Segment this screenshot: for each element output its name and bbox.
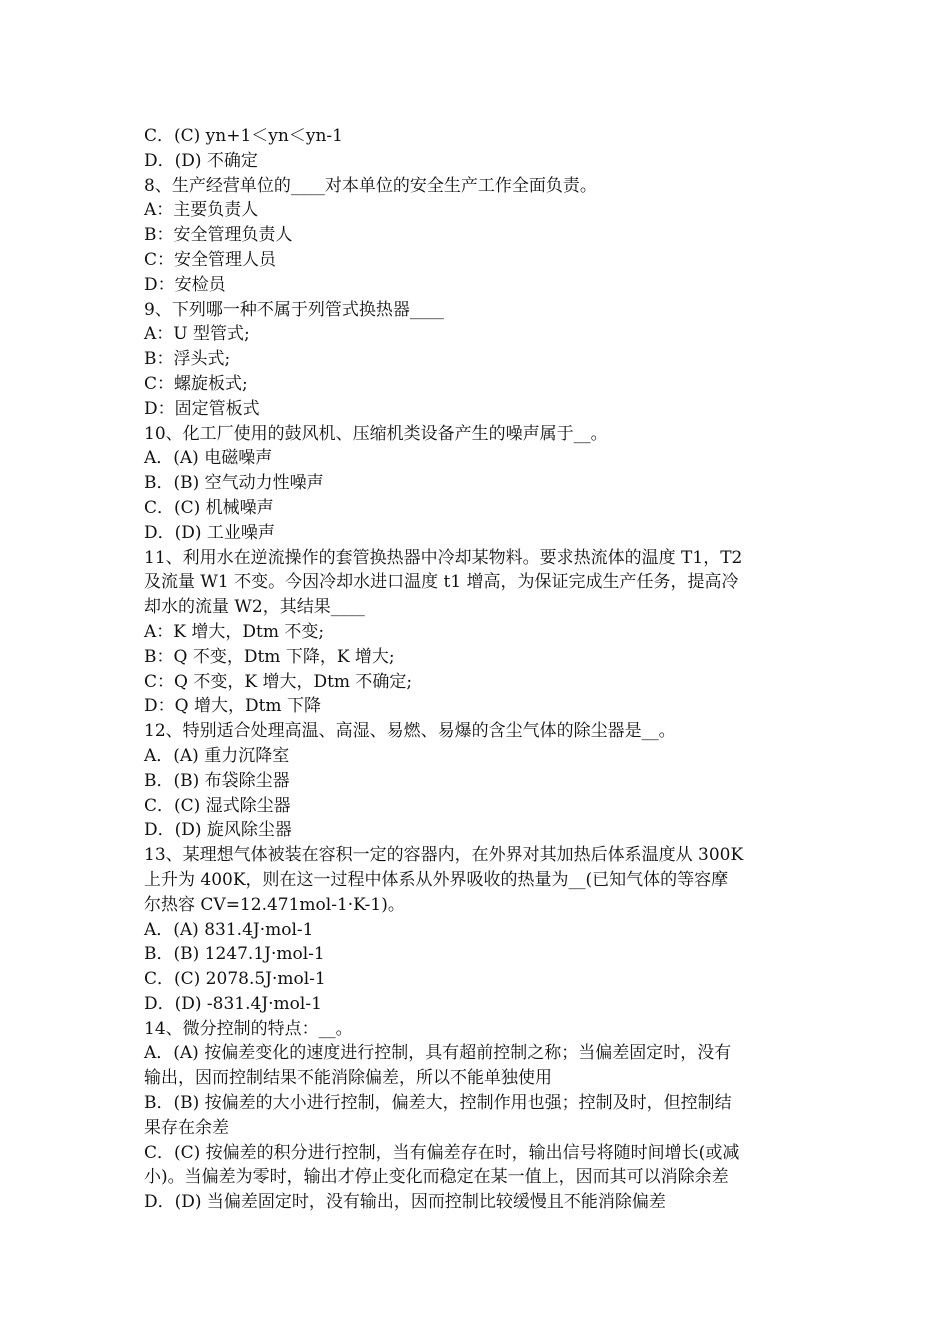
option-line-cont: 果存在余差 bbox=[144, 1117, 229, 1138]
option-line: A．(A) 重力沉降室 bbox=[144, 745, 290, 766]
option-line: C．(C) 按偏差的积分进行控制，当有偏差存在时，输出信号将随时间增长(或减 bbox=[144, 1142, 740, 1163]
option-line: D：Q 增大，Dtm 下降 bbox=[144, 696, 321, 717]
option-line: A：主要负责人 bbox=[144, 200, 259, 221]
option-line: D．(D) 当偏差固定时，没有输出，因而控制比较缓慢且不能消除偏差 bbox=[144, 1192, 666, 1213]
option-line: A：K 增大，Dtm 不变; bbox=[144, 621, 325, 642]
question-11-cont: 却水的流量 W2，其结果____ bbox=[144, 597, 365, 618]
option-line-cont: 小)。当偏差为零时，输出才停止变化而稳定在某一值上，因而其可以消除余差 bbox=[144, 1167, 729, 1188]
question-9: 9、下列哪一种不属于列管式换热器____ bbox=[144, 299, 444, 320]
option-line: B：安全管理负责人 bbox=[144, 225, 293, 246]
option-line: C．(C) 机械噪声 bbox=[144, 497, 274, 518]
option-line: D．(D) -831.4J·mol-1 bbox=[144, 993, 322, 1014]
question-13: 13、某理想气体被装在容积一定的容器内，在外界对其加热后体系温度从 300K bbox=[144, 845, 744, 866]
option-line: B：Q 不变，Dtm 下降，K 增大; bbox=[144, 646, 395, 667]
option-line: C．(C) yn+1＜yn＜yn-1 bbox=[144, 126, 343, 146]
question-12: 12、特别适合处理高温、高湿、易燃、易爆的含尘气体的除尘器是__。 bbox=[144, 721, 676, 742]
option-line: A．(A) 831.4J·mol-1 bbox=[144, 919, 314, 940]
option-line: B．(B) 空气动力性噪声 bbox=[144, 473, 324, 494]
option-line: C．(C) 2078.5J·mol-1 bbox=[144, 969, 326, 990]
option-line: C．(C) 湿式除尘器 bbox=[144, 795, 291, 816]
question-11: 11、利用水在逆流操作的套管换热器中冷却某物料。要求热流体的温度 T1，T2 bbox=[144, 547, 743, 568]
option-line: C：Q 不变，K 增大，Dtm 不确定; bbox=[144, 671, 413, 692]
option-line: A：U 型管式; bbox=[144, 324, 250, 345]
question-14: 14、微分控制的特点：__。 bbox=[144, 1018, 353, 1039]
option-line: D．(D) 工业噪声 bbox=[144, 522, 275, 543]
document-page bbox=[144, 124, 810, 1215]
option-line: D．(D) 旋风除尘器 bbox=[144, 820, 292, 841]
option-line-cont: 输出，因而控制结果不能消除偏差，所以不能单独使用 bbox=[144, 1068, 552, 1089]
option-line: B．(B) 按偏差的大小进行控制，偏差大，控制作用也强；控制及时，但控制结 bbox=[144, 1093, 732, 1114]
question-11-cont: 及流量 W1 不变。今因冷却水进口温度 t1 增高，为保证完成生产任务，提高冷 bbox=[144, 572, 739, 593]
option-line: A．(A) 电磁噪声 bbox=[144, 448, 273, 469]
option-line: D：安检员 bbox=[144, 274, 226, 295]
option-line: B．(B) 1247.1J·mol-1 bbox=[144, 944, 325, 965]
question-13-cont: 尔热容 CV=12.471mol-1·K-1)。 bbox=[144, 894, 405, 915]
option-line: C：安全管理人员 bbox=[144, 249, 277, 270]
option-line: C：螺旋板式; bbox=[144, 373, 248, 394]
option-line: D．(D) 不确定 bbox=[144, 150, 258, 171]
question-10: 10、化工厂使用的鼓风机、压缩机类设备产生的噪声属于__。 bbox=[144, 423, 608, 444]
question-8: 8、生产经营单位的____对本单位的安全生产工作全面负责。 bbox=[144, 175, 597, 196]
option-line: D：固定管板式 bbox=[144, 398, 260, 419]
option-line: A．(A) 按偏差变化的速度进行控制，具有超前控制之称；当偏差固定时，没有 bbox=[144, 1043, 732, 1064]
question-13-cont: 上升为 400K，则在这一过程中体系从外界吸收的热量为__(已知气体的等容摩 bbox=[144, 869, 729, 890]
option-line: B：浮头式; bbox=[144, 349, 231, 370]
option-line: B．(B) 布袋除尘器 bbox=[144, 770, 290, 791]
